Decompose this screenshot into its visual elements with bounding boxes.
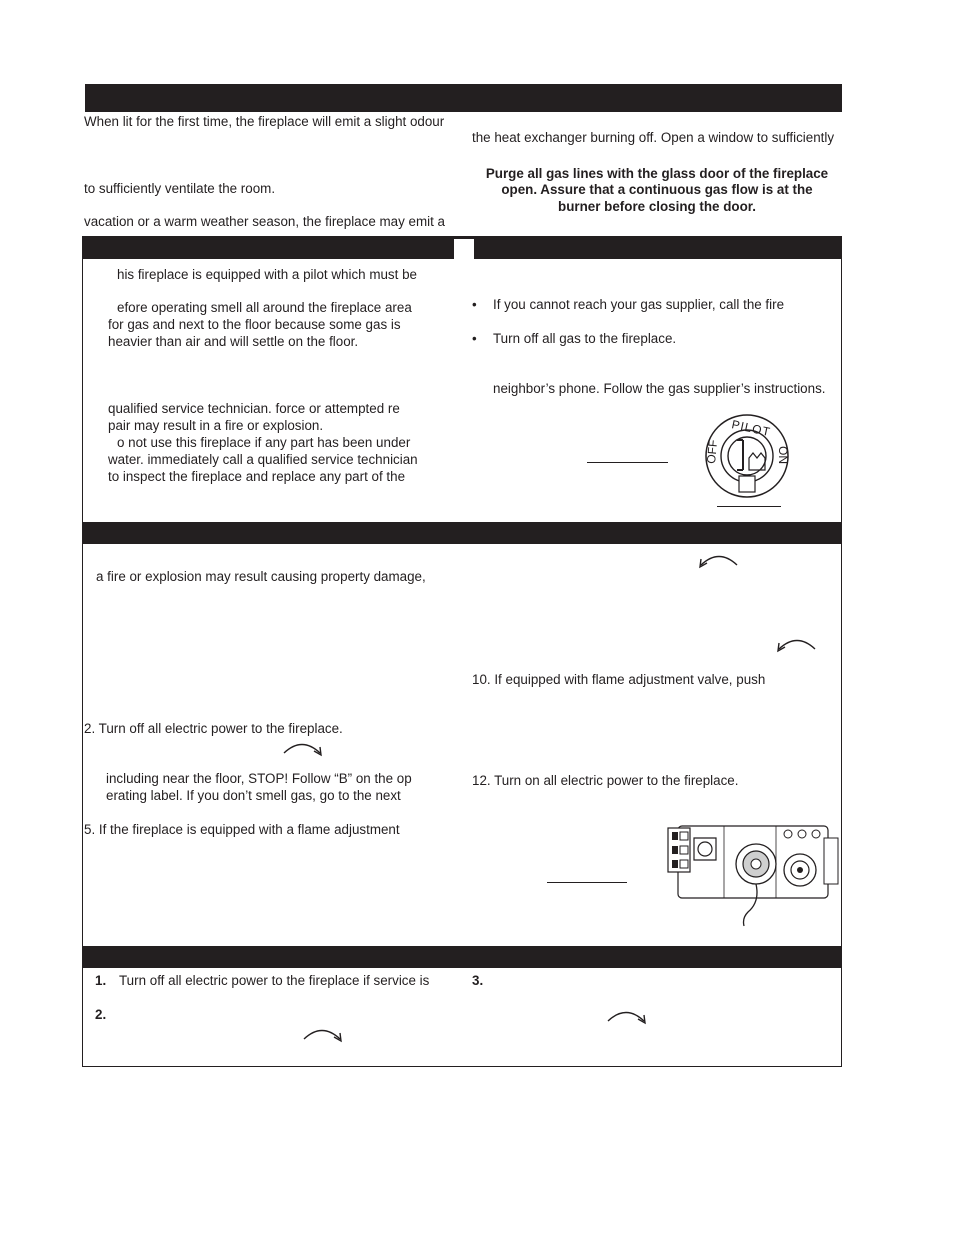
- counterclockwise-arrow-icon-2: [775, 634, 819, 654]
- knob-label-pilot: PILOT: [730, 417, 773, 440]
- gas-valve-diagram-icon: [664, 822, 842, 930]
- lighting-step-2: 2. Turn off all electric power to the fireplace.: [84, 721, 343, 736]
- intro-text-line-2: to sufficiently ventilate the room.: [84, 181, 276, 196]
- safety-right-extra: neighbor’s phone. Follow the gas supplier’s instructions.: [493, 381, 826, 396]
- lighting-step-12: 12. Turn on all electric power to the fireplace.: [472, 773, 739, 788]
- counterclockwise-arrow-icon-1: [697, 550, 741, 570]
- underline-rule-3: [547, 882, 627, 883]
- purge-note-line-2: open. Assure that a continuous gas flow is at the: [501, 182, 813, 197]
- safety-bullet-2: Turn off all gas to the fireplace.: [493, 331, 677, 346]
- safety-right-header-bar: [474, 236, 842, 259]
- instructions-frame: [82, 236, 842, 1067]
- shutoff-step-2-number: 2.: [95, 1007, 107, 1022]
- gas-control-knob-icon: [703, 412, 803, 512]
- safety-text-line-7: o not use this fireplace if any part has been under: [117, 435, 411, 450]
- safety-text-line-6: pair may result in a fire or explosion.: [108, 418, 324, 433]
- intro-text-line-3: vacation or a warm weather season, the fireplace may emit a: [84, 214, 445, 229]
- safety-text-line-8: water. immediately call a qualified service technician: [108, 452, 418, 467]
- intro-text-line-1: When lit for the first time, the fireplace will emit a slight odour: [84, 114, 445, 129]
- purge-note-line-1: Purge all gas lines with the glass door of the fireplace: [485, 166, 829, 181]
- safety-text-line-4: heavier than air and will settle on the floor.: [108, 334, 359, 349]
- knob-label-on: ON: [776, 446, 790, 464]
- shutoff-step-1-number: 1.: [95, 973, 107, 988]
- shutoff-step-1-text: Turn off all electric power to the fireplace if service is: [119, 973, 430, 988]
- safety-text-line-3: for gas and next to the floor because some gas is: [108, 317, 401, 332]
- underline-rule-2: [717, 506, 781, 507]
- safety-text-line-1: his fireplace is equipped with a pilot which must be: [117, 267, 417, 282]
- clockwise-arrow-icon-3: [606, 1006, 650, 1026]
- safety-left-header-bar: [82, 236, 454, 259]
- lighting-step-5: 5. If the fireplace is equipped with a flame adjustment: [84, 822, 400, 837]
- safety-text-line-9: to inspect the fireplace and replace any part of the: [108, 469, 406, 484]
- shutoff-header-bar: [82, 946, 842, 968]
- purge-note-line-3: burner before closing the door.: [558, 199, 756, 214]
- knob-label-off: OFF: [704, 439, 721, 465]
- lighting-text-line-4: erating label. If you don’t smell gas, go to the next: [106, 788, 401, 803]
- lighting-text-line-1: a fire or explosion may result causing property damage,: [96, 569, 426, 584]
- intro-text-line-right-1: the heat exchanger burning off. Open a window to sufficiently: [472, 130, 835, 145]
- safety-text-line-5: qualified service technician. force or attempted re: [108, 401, 400, 416]
- shutoff-step-3-number: 3.: [472, 973, 484, 988]
- safety-bullet-1: If you cannot reach your gas supplier, call the fire: [493, 297, 785, 312]
- clockwise-arrow-icon: [282, 738, 326, 758]
- safety-header-divider: [454, 236, 474, 239]
- clockwise-arrow-icon-2: [302, 1024, 346, 1044]
- top-section-header-bar: [85, 84, 842, 112]
- lighting-step-10: 10. If equipped with flame adjustment valve, push: [472, 672, 766, 687]
- lighting-text-line-3: including near the floor, STOP! Follow “B” on the op: [106, 771, 412, 786]
- bullet-dot-1: •: [472, 297, 477, 312]
- bullet-dot-2: •: [472, 331, 477, 346]
- underline-rule-1: [587, 462, 668, 463]
- safety-text-line-2: efore operating smell all around the fireplace area: [117, 300, 412, 315]
- lighting-header-bar: [82, 522, 842, 544]
